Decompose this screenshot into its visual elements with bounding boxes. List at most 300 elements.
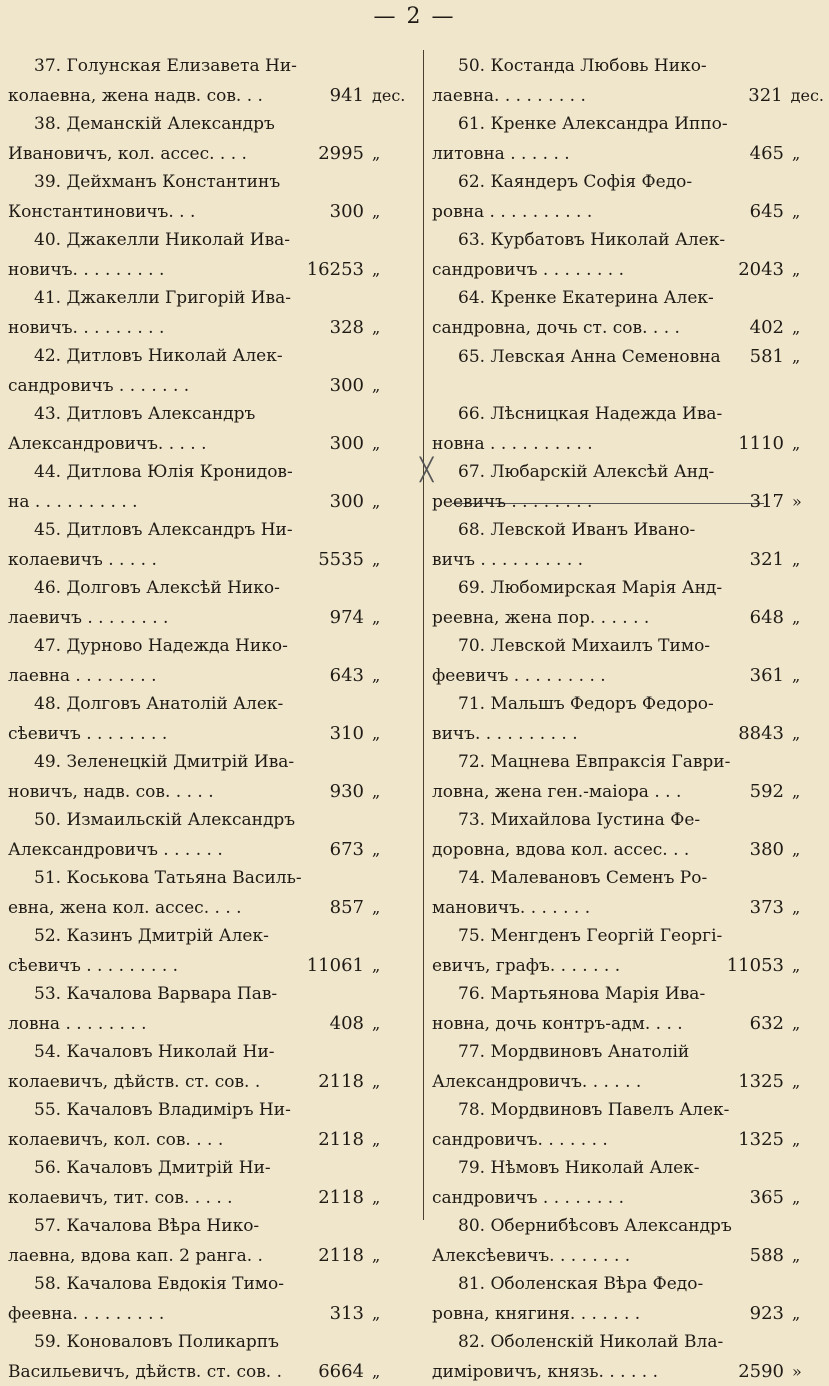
entry-name-text: 71. Мальшъ Федоръ Федоро- xyxy=(458,694,714,714)
entry-detail-line xyxy=(8,1183,416,1212)
entry-detail-line xyxy=(8,719,416,748)
entry-detail-line xyxy=(8,545,416,574)
entry-area-value: 317 xyxy=(749,491,784,512)
entry-name-text: 64. Кренке Екатерина Алек- xyxy=(458,288,714,308)
entry-unit: „ xyxy=(792,1188,801,1207)
entry-name-line xyxy=(432,1212,824,1241)
entry-name-text: 74. Малевановъ Семенъ Ро- xyxy=(458,868,708,888)
entry-unit: „ xyxy=(372,956,381,975)
entry-area-value: 923 xyxy=(749,1303,784,1324)
entry-area-value: 8843 xyxy=(738,723,784,744)
entry-detail-line xyxy=(432,545,824,574)
entry-detail-line xyxy=(8,139,416,168)
entry-detail-text: сандровичъ . . . . . . . . xyxy=(432,260,624,280)
entry-area-value: 361 xyxy=(749,665,784,686)
entry-name-text: 57. Качалова Вѣра Нико- xyxy=(34,1216,260,1236)
entry-unit: „ xyxy=(372,376,381,395)
entry-name-line xyxy=(8,690,416,719)
entry-detail-text: новичъ. . . . . . . . . xyxy=(8,318,165,338)
entry-detail-line xyxy=(8,81,416,110)
entry-detail-line xyxy=(432,719,824,748)
entry-unit: „ xyxy=(792,1014,801,1033)
list-entry xyxy=(8,516,416,574)
entry-unit: „ xyxy=(792,782,801,801)
entry-detail-line xyxy=(8,835,416,864)
entry-name-line xyxy=(432,284,824,313)
entry-detail-text: сандровичъ . . . . . . . . xyxy=(432,1188,624,1208)
entry-name-line xyxy=(432,52,824,81)
entry-name-text: 78. Мордвиновъ Павелъ Алек- xyxy=(458,1100,730,1120)
entry-name-line xyxy=(8,748,416,777)
entry-name-line xyxy=(432,1154,824,1183)
entry-detail-text: ровна . . . . . . . . . . xyxy=(432,202,593,222)
entry-name-text: 65. Левская Анна Семеновна xyxy=(458,347,721,367)
entry-name-line xyxy=(8,864,416,893)
entry-unit: дес. xyxy=(790,86,824,105)
entry-area-value: 2118 xyxy=(318,1187,364,1208)
entry-detail-text: новичъ, надв. сов. . . . . xyxy=(8,782,214,802)
entry-name-text: 80. Обернибѣсовъ Александръ xyxy=(458,1216,732,1236)
entry-detail-line xyxy=(8,371,416,400)
entry-unit: „ xyxy=(792,956,801,975)
entry-detail-text: мановичъ. . . . . . . xyxy=(432,898,591,918)
entry-detail-text: колаевна, жена надв. сов. . . xyxy=(8,86,263,106)
entry-area-value: 1325 xyxy=(738,1129,784,1150)
list-entry xyxy=(8,690,416,748)
entry-unit: „ xyxy=(792,260,801,279)
entry-name-line xyxy=(432,690,824,719)
entry-name-text: 55. Качаловъ Владиміръ Ни- xyxy=(34,1100,291,1120)
right-column xyxy=(420,52,824,1386)
entry-name-text: 58. Качалова Евдокія Тимо- xyxy=(34,1274,284,1294)
list-entry xyxy=(8,1328,416,1386)
entry-detail-line xyxy=(432,1125,824,1154)
entry-name-text: 49. Зеленецкій Дмитрій Ива- xyxy=(34,752,295,772)
entry-name-text: 47. Дурново Надежда Нико- xyxy=(34,636,288,656)
entry-detail-line xyxy=(432,371,824,400)
entry-detail-line xyxy=(432,661,824,690)
entry-name-line xyxy=(8,806,416,835)
entry-unit: „ xyxy=(792,1130,801,1149)
column-divider xyxy=(423,50,424,1220)
entry-unit: „ xyxy=(792,550,801,569)
entry-unit: „ xyxy=(372,260,381,279)
list-entry xyxy=(432,1270,824,1328)
entry-name-text: 62. Каяндеръ Софія Федо- xyxy=(458,172,693,192)
entry-unit: „ xyxy=(372,724,381,743)
list-entry xyxy=(432,1038,824,1096)
entry-name-line xyxy=(8,1038,416,1067)
entry-name-line xyxy=(432,1096,824,1125)
entry-area-value: 328 xyxy=(329,317,364,338)
entry-detail-line xyxy=(432,197,824,226)
entry-area-value: 857 xyxy=(329,897,364,918)
entry-name-text: 53. Качалова Варвара Пав- xyxy=(34,984,278,1004)
entry-name-text: 72. Мацнева Евпраксія Гаври- xyxy=(458,752,731,772)
entry-name-text: 48. Долговъ Анатолій Алек- xyxy=(34,694,284,714)
entry-name-line xyxy=(432,1328,824,1357)
entry-detail-text: лаевичъ . . . . . . . . xyxy=(8,608,169,628)
entry-detail-line xyxy=(8,1299,416,1328)
list-entry xyxy=(432,1154,824,1212)
entry-unit: „ xyxy=(792,347,801,366)
entry-name-text: 75. Менгденъ Георгій Георгі- xyxy=(458,926,723,946)
entry-name-text: 50. Измаильскій Александръ xyxy=(34,810,296,830)
entry-name-text: 39. Дейхманъ Константинъ xyxy=(34,172,281,192)
entry-unit: „ xyxy=(372,608,381,627)
entry-detail-text: лаевна. . . . . . . . . xyxy=(432,86,586,106)
entry-unit: „ xyxy=(792,434,801,453)
entry-name-text: 52. Казинъ Дмитрій Алек- xyxy=(34,926,269,946)
entry-name-line xyxy=(432,342,824,371)
entry-name-line xyxy=(432,574,824,603)
entry-name-line xyxy=(8,226,416,255)
entry-name-line xyxy=(8,1154,416,1183)
entry-area-value: 2118 xyxy=(318,1129,364,1150)
entry-area-value: 380 xyxy=(749,839,784,860)
list-entry xyxy=(432,342,824,400)
list-entry xyxy=(8,1096,416,1154)
entry-detail-line xyxy=(432,139,824,168)
entry-detail-text: диміровичъ, князь. . . . . . xyxy=(432,1362,658,1382)
entry-detail-text: евичъ, графъ. . . . . . . xyxy=(432,956,621,976)
list-entry xyxy=(8,1270,416,1328)
entry-area-value: 632 xyxy=(749,1013,784,1034)
entry-detail-line xyxy=(8,661,416,690)
list-entry xyxy=(8,980,416,1038)
list-entry xyxy=(8,806,416,864)
entry-area-value: 313 xyxy=(329,1303,364,1324)
entry-detail-line xyxy=(8,313,416,342)
list-entry xyxy=(8,748,416,806)
entry-name-text: 50. Костанда Любовь Нико- xyxy=(458,56,707,76)
entry-name-text: 79. Нѣмовъ Николай Алек- xyxy=(458,1158,700,1178)
list-entry xyxy=(8,864,416,922)
entry-detail-text: сѣевичъ . . . . . . . . . xyxy=(8,956,179,976)
entry-detail-text: колаевичъ . . . . . xyxy=(8,550,157,570)
entry-name-line xyxy=(8,110,416,139)
entry-detail-line xyxy=(8,893,416,922)
list-entry xyxy=(8,226,416,284)
entry-detail-line xyxy=(8,429,416,458)
entry-name-line xyxy=(432,226,824,255)
entry-name-text: 70. Левской Михаилъ Тимо- xyxy=(458,636,711,656)
entry-area-value: 2118 xyxy=(318,1071,364,1092)
entry-area-value: 300 xyxy=(329,201,364,222)
entry-detail-line xyxy=(8,197,416,226)
entry-detail-line xyxy=(432,777,824,806)
list-entry xyxy=(8,1038,416,1096)
entry-name-line xyxy=(432,516,824,545)
entry-area-value: 2043 xyxy=(738,259,784,280)
list-entry xyxy=(8,284,416,342)
entry-area-value: 310 xyxy=(329,723,364,744)
list-entry xyxy=(420,458,824,516)
entry-detail-line xyxy=(432,603,824,632)
entry-name-line xyxy=(432,168,824,197)
list-entry xyxy=(8,632,416,690)
entry-unit: „ xyxy=(372,550,381,569)
entry-unit: „ xyxy=(372,898,381,917)
entry-detail-text: колаевичъ, кол. сов. . . . xyxy=(8,1130,224,1150)
entry-detail-line xyxy=(432,313,824,342)
entry-area-value: 408 xyxy=(329,1013,364,1034)
list-entry xyxy=(8,458,416,516)
entry-unit: „ xyxy=(372,1130,381,1149)
entry-area-value: 6664 xyxy=(318,1361,364,1382)
entry-name-line xyxy=(432,806,824,835)
entry-area-value: 974 xyxy=(329,607,364,628)
entry-detail-text: сандровичъ . . . . . . . xyxy=(8,376,190,396)
entry-name-text: 63. Курбатовъ Николай Алек- xyxy=(458,230,726,250)
entry-name-line xyxy=(8,1096,416,1125)
list-entry xyxy=(432,400,824,458)
entry-detail-text: доровна, вдова кол. ассес. . . xyxy=(432,840,690,860)
entry-area-value: 300 xyxy=(329,375,364,396)
entry-unit: „ xyxy=(792,666,801,685)
entry-area-value: 1110 xyxy=(738,433,784,454)
entry-name-line xyxy=(8,1328,416,1357)
entry-name-text: 45. Дитловъ Александръ Ни- xyxy=(34,520,293,540)
entry-name-line xyxy=(8,980,416,1009)
entry-name-line xyxy=(8,1212,416,1241)
entry-name-line xyxy=(8,400,416,429)
entry-detail-text: феевна. . . . . . . . . xyxy=(8,1304,165,1324)
entry-detail-line xyxy=(432,255,824,284)
entry-name-line xyxy=(432,458,824,487)
entry-detail-text: лаевна, вдова кап. 2 ранга. . xyxy=(8,1246,263,1266)
entry-name-line xyxy=(432,864,824,893)
list-entry xyxy=(432,806,824,864)
entry-unit: „ xyxy=(372,492,381,511)
entry-area-value: 643 xyxy=(329,665,364,686)
entry-name-text: 44. Дитлова Юлія Кронидов- xyxy=(34,462,293,482)
list-entry xyxy=(432,980,824,1038)
entry-detail-line xyxy=(432,1357,824,1386)
entry-name-line xyxy=(432,110,824,139)
entry-detail-text: вичъ . . . . . . . . . . xyxy=(432,550,584,570)
pencil-mark-icon: ╳ xyxy=(420,458,434,483)
entry-name-line xyxy=(432,632,824,661)
entry-detail-text: Александровичъ . . . . . . xyxy=(8,840,223,860)
list-entry xyxy=(432,690,824,748)
entry-area-value: 300 xyxy=(329,433,364,454)
entry-detail-line xyxy=(8,951,416,980)
entry-detail-line xyxy=(8,1357,416,1386)
list-entry xyxy=(432,922,824,980)
entry-detail-line xyxy=(432,429,824,458)
entry-name-line xyxy=(8,632,416,661)
entry-unit: „ xyxy=(372,144,381,163)
entry-area-value: 648 xyxy=(749,607,784,628)
entry-name-text: 54. Качаловъ Николай Ни- xyxy=(34,1042,275,1062)
entry-detail-line xyxy=(8,255,416,284)
entry-detail-line xyxy=(432,893,824,922)
entry-area-value: 2995 xyxy=(318,143,364,164)
entry-name-text: 59. Коноваловъ Поликарпъ xyxy=(34,1332,279,1352)
entry-area-value: 11061 xyxy=(306,955,364,976)
entry-area-value: 1325 xyxy=(738,1071,784,1092)
list-entry xyxy=(8,52,416,110)
entry-detail-text: вичъ. . . . . . . . . . xyxy=(432,724,578,744)
list-entry xyxy=(432,516,824,574)
entry-area-value: 673 xyxy=(329,839,364,860)
entry-name-line xyxy=(432,1270,824,1299)
entry-detail-text: новна, дочь контръ-адм. . . . xyxy=(432,1014,683,1034)
entry-unit: „ xyxy=(372,1304,381,1323)
entry-name-text: 46. Долговъ Алексѣй Нико- xyxy=(34,578,280,598)
entry-detail-text: лаевна . . . . . . . . xyxy=(8,666,157,686)
entry-unit: „ xyxy=(372,1246,381,1265)
entry-name-text: 43. Дитловъ Александръ xyxy=(34,404,256,424)
entry-detail-text: колаевичъ, дѣйств. ст. сов. . xyxy=(8,1072,261,1092)
entry-unit: „ xyxy=(372,840,381,859)
entry-detail-line xyxy=(8,1125,416,1154)
entry-name-line xyxy=(8,284,416,313)
entry-detail-text: сандровна, дочь ст. сов. . . . xyxy=(432,318,680,338)
entry-area-value: 373 xyxy=(749,897,784,918)
entry-name-line xyxy=(8,574,416,603)
entry-unit: „ xyxy=(372,1072,381,1091)
entry-unit: „ xyxy=(372,202,381,221)
entry-detail-text: реевичъ . . . . . . . . xyxy=(432,492,593,512)
entry-name-text: 81. Оболенская Вѣра Федо- xyxy=(458,1274,704,1294)
entry-unit: » xyxy=(792,492,802,511)
page-number: — 2 — xyxy=(373,4,456,29)
entry-detail-line xyxy=(8,777,416,806)
entry-area-value: 588 xyxy=(749,1245,784,1266)
entry-name-line xyxy=(8,516,416,545)
entry-name-text: 66. Лѣсницкая Надежда Ива- xyxy=(458,404,723,424)
list-entry xyxy=(432,632,824,690)
entry-name-text: 37. Голунская Елизавета Ни- xyxy=(34,56,297,76)
entry-unit: „ xyxy=(792,1304,801,1323)
entry-name-text: 68. Левской Иванъ Ивано- xyxy=(458,520,696,540)
entry-name-line xyxy=(8,922,416,951)
entry-detail-text: ловна, жена ген.-маіора . . . xyxy=(432,782,682,802)
entry-detail-line xyxy=(432,951,824,980)
list-entry xyxy=(432,284,824,342)
entry-area-value: 2590 xyxy=(738,1361,784,1382)
entry-detail-text: сандровичъ. . . . . . . xyxy=(432,1130,608,1150)
list-entry xyxy=(432,226,824,284)
entry-name-line xyxy=(432,980,824,1009)
entry-detail-text: Александровичъ. . . . . xyxy=(8,434,207,454)
list-entry xyxy=(8,574,416,632)
entry-name-text: 69. Любомирская Марія Анд- xyxy=(458,578,723,598)
entry-detail-text: на . . . . . . . . . . xyxy=(8,492,138,512)
entry-detail-line xyxy=(8,1241,416,1270)
entry-detail-text: колаевичъ, тит. сов. . . . . xyxy=(8,1188,233,1208)
entry-detail-text: реевна, жена пор. . . . . . xyxy=(432,608,650,628)
entry-detail-text: евна, жена кол. ассес. . . . xyxy=(8,898,242,918)
entry-unit: „ xyxy=(372,1014,381,1033)
entry-detail-line xyxy=(8,487,416,516)
list-entry xyxy=(432,748,824,806)
entry-unit: „ xyxy=(372,782,381,801)
entry-unit: „ xyxy=(372,1362,381,1381)
entry-name-line xyxy=(432,1038,824,1067)
entry-detail-line xyxy=(432,1009,824,1038)
entry-name-text: 51. Коськова Татьяна Василь- xyxy=(34,868,302,888)
entry-name-line xyxy=(8,458,416,487)
entry-name-text: 42. Дитловъ Николай Алек- xyxy=(34,346,283,366)
list-entry xyxy=(8,1154,416,1212)
entry-unit: » xyxy=(792,1362,802,1381)
entry-name-text: 76. Мартьянова Марія Ива- xyxy=(458,984,706,1004)
list-entry xyxy=(432,168,824,226)
entry-detail-text: Константиновичъ. . . xyxy=(8,202,196,222)
entry-detail-line xyxy=(432,1241,824,1270)
entry-area-value: 300 xyxy=(329,491,364,512)
entry-unit: „ xyxy=(372,434,381,453)
entry-unit: „ xyxy=(792,840,801,859)
entry-detail-line xyxy=(432,81,824,110)
entry-unit: „ xyxy=(792,724,801,743)
entry-detail-text: ровна, княгиня. . . . . . . xyxy=(432,1304,641,1324)
list-entry xyxy=(8,342,416,400)
entry-unit: „ xyxy=(792,144,801,163)
entry-area-value: 321 xyxy=(748,85,783,106)
entry-name-text: 77. Мордвиновъ Анатолій xyxy=(458,1042,690,1062)
entry-detail-text: новичъ. . . . . . . . . xyxy=(8,260,165,280)
entry-detail-text: сѣевичъ . . . . . . . . xyxy=(8,724,168,744)
entry-detail-line xyxy=(8,603,416,632)
entry-detail-text: феевичъ . . . . . . . . . xyxy=(432,666,606,686)
entry-name-text: 73. Михайлова Іустина Фе- xyxy=(458,810,701,830)
list-entry xyxy=(8,400,416,458)
entry-unit: „ xyxy=(792,1246,801,1265)
entry-name-text: 67. Любарскій Алексѣй Анд- xyxy=(458,462,715,482)
entry-detail-text: литовна . . . . . . xyxy=(432,144,570,164)
entry-area-value: 2118 xyxy=(318,1245,364,1266)
entry-name-line xyxy=(432,400,824,429)
entry-unit: „ xyxy=(792,898,801,917)
entry-name-line xyxy=(8,342,416,371)
entry-unit: „ xyxy=(792,608,801,627)
entry-name-line xyxy=(8,52,416,81)
entry-unit: „ xyxy=(372,318,381,337)
entry-area-value: 465 xyxy=(749,143,784,164)
entry-detail-line xyxy=(8,1067,416,1096)
entry-detail-line xyxy=(432,1299,824,1328)
list-entry xyxy=(432,1328,824,1386)
entry-area-value: 365 xyxy=(749,1187,784,1208)
entry-area-value: 581 xyxy=(749,346,784,367)
entry-detail-text: Васильевичъ, дѣйств. ст. сов. . xyxy=(8,1362,282,1382)
entry-unit: „ xyxy=(792,202,801,221)
entry-detail-text: Алексѣевичъ. . . . . . . . xyxy=(432,1246,631,1266)
entry-name-text: 38. Деманскій Александръ xyxy=(34,114,275,134)
entry-detail-line xyxy=(432,1183,824,1212)
entry-name-text: 41. Джакелли Григорій Ива- xyxy=(34,288,291,308)
entry-detail-text: ловна . . . . . . . . xyxy=(8,1014,147,1034)
entry-area-value: 941 xyxy=(329,85,364,106)
entry-unit: „ xyxy=(372,1188,381,1207)
entry-area-value: 5535 xyxy=(318,549,364,570)
entry-area-value: 645 xyxy=(749,201,784,222)
list-entry xyxy=(432,1212,824,1270)
entry-detail-line xyxy=(432,835,824,864)
entry-name-text: 82. Оболенскій Николай Вла- xyxy=(458,1332,724,1352)
entry-detail-line xyxy=(432,1067,824,1096)
list-entry xyxy=(8,1212,416,1270)
entry-name-line xyxy=(432,922,824,951)
entry-area-value: 592 xyxy=(749,781,784,802)
entry-area-value: 321 xyxy=(749,549,784,570)
entry-detail-text: новна . . . . . . . . . . xyxy=(432,434,593,454)
entry-unit: „ xyxy=(792,1072,801,1091)
